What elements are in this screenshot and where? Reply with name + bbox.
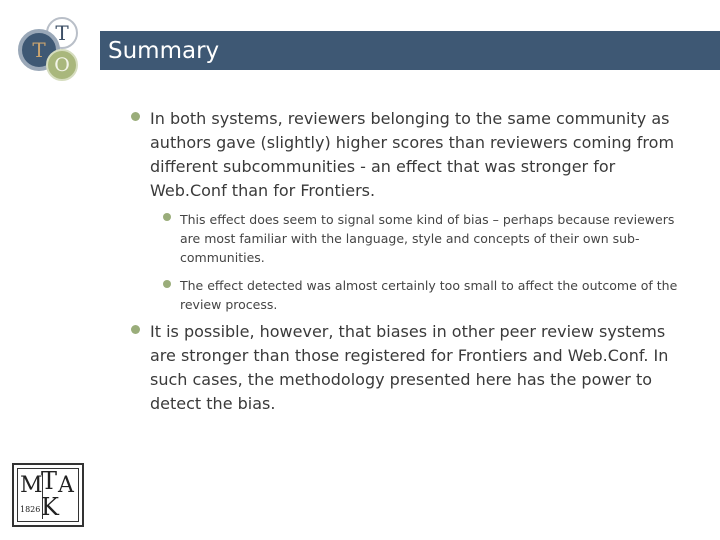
sub-bullet-icon — [163, 213, 171, 221]
logo-letter: M — [20, 473, 43, 498]
logo-letter: K — [41, 493, 59, 521]
bullet-text: It is possible, however, that biases in other peer review systems are stronger than those registered for Frontiers and Web.Conf. In such cases, the methodology presented here has the power to detect the bias. — [150, 322, 669, 413]
bullet-icon — [131, 325, 140, 334]
logo-letter: A — [58, 473, 74, 498]
logo-letter: T — [41, 467, 58, 495]
sub-bullet-text: The effect detected was almost certainly too small to affect the outcome of the review process. — [180, 278, 678, 312]
bullet-icon — [131, 112, 140, 121]
logo-letter: T — [32, 38, 46, 62]
logo-letter: T — [55, 21, 69, 45]
slide-title: Summary — [108, 38, 220, 64]
bullet-text: In both systems, reviewers belonging to the same community as authors gave (slightly) higher scores than reviewers coming from different subcommunities - an effect that was stronger for Web.Conf than for Frontiers. — [150, 109, 675, 200]
logo-letter: O — [54, 54, 70, 76]
mtak-logo — [12, 463, 84, 527]
sub-bullet-text: This effect does seem to signal some kind of bias – perhaps because reviewers are most familiar with the language, style and concepts of their own sub-communities. — [180, 212, 675, 265]
logo-year: 1826 — [20, 505, 41, 514]
sub-bullet-icon — [163, 280, 171, 288]
